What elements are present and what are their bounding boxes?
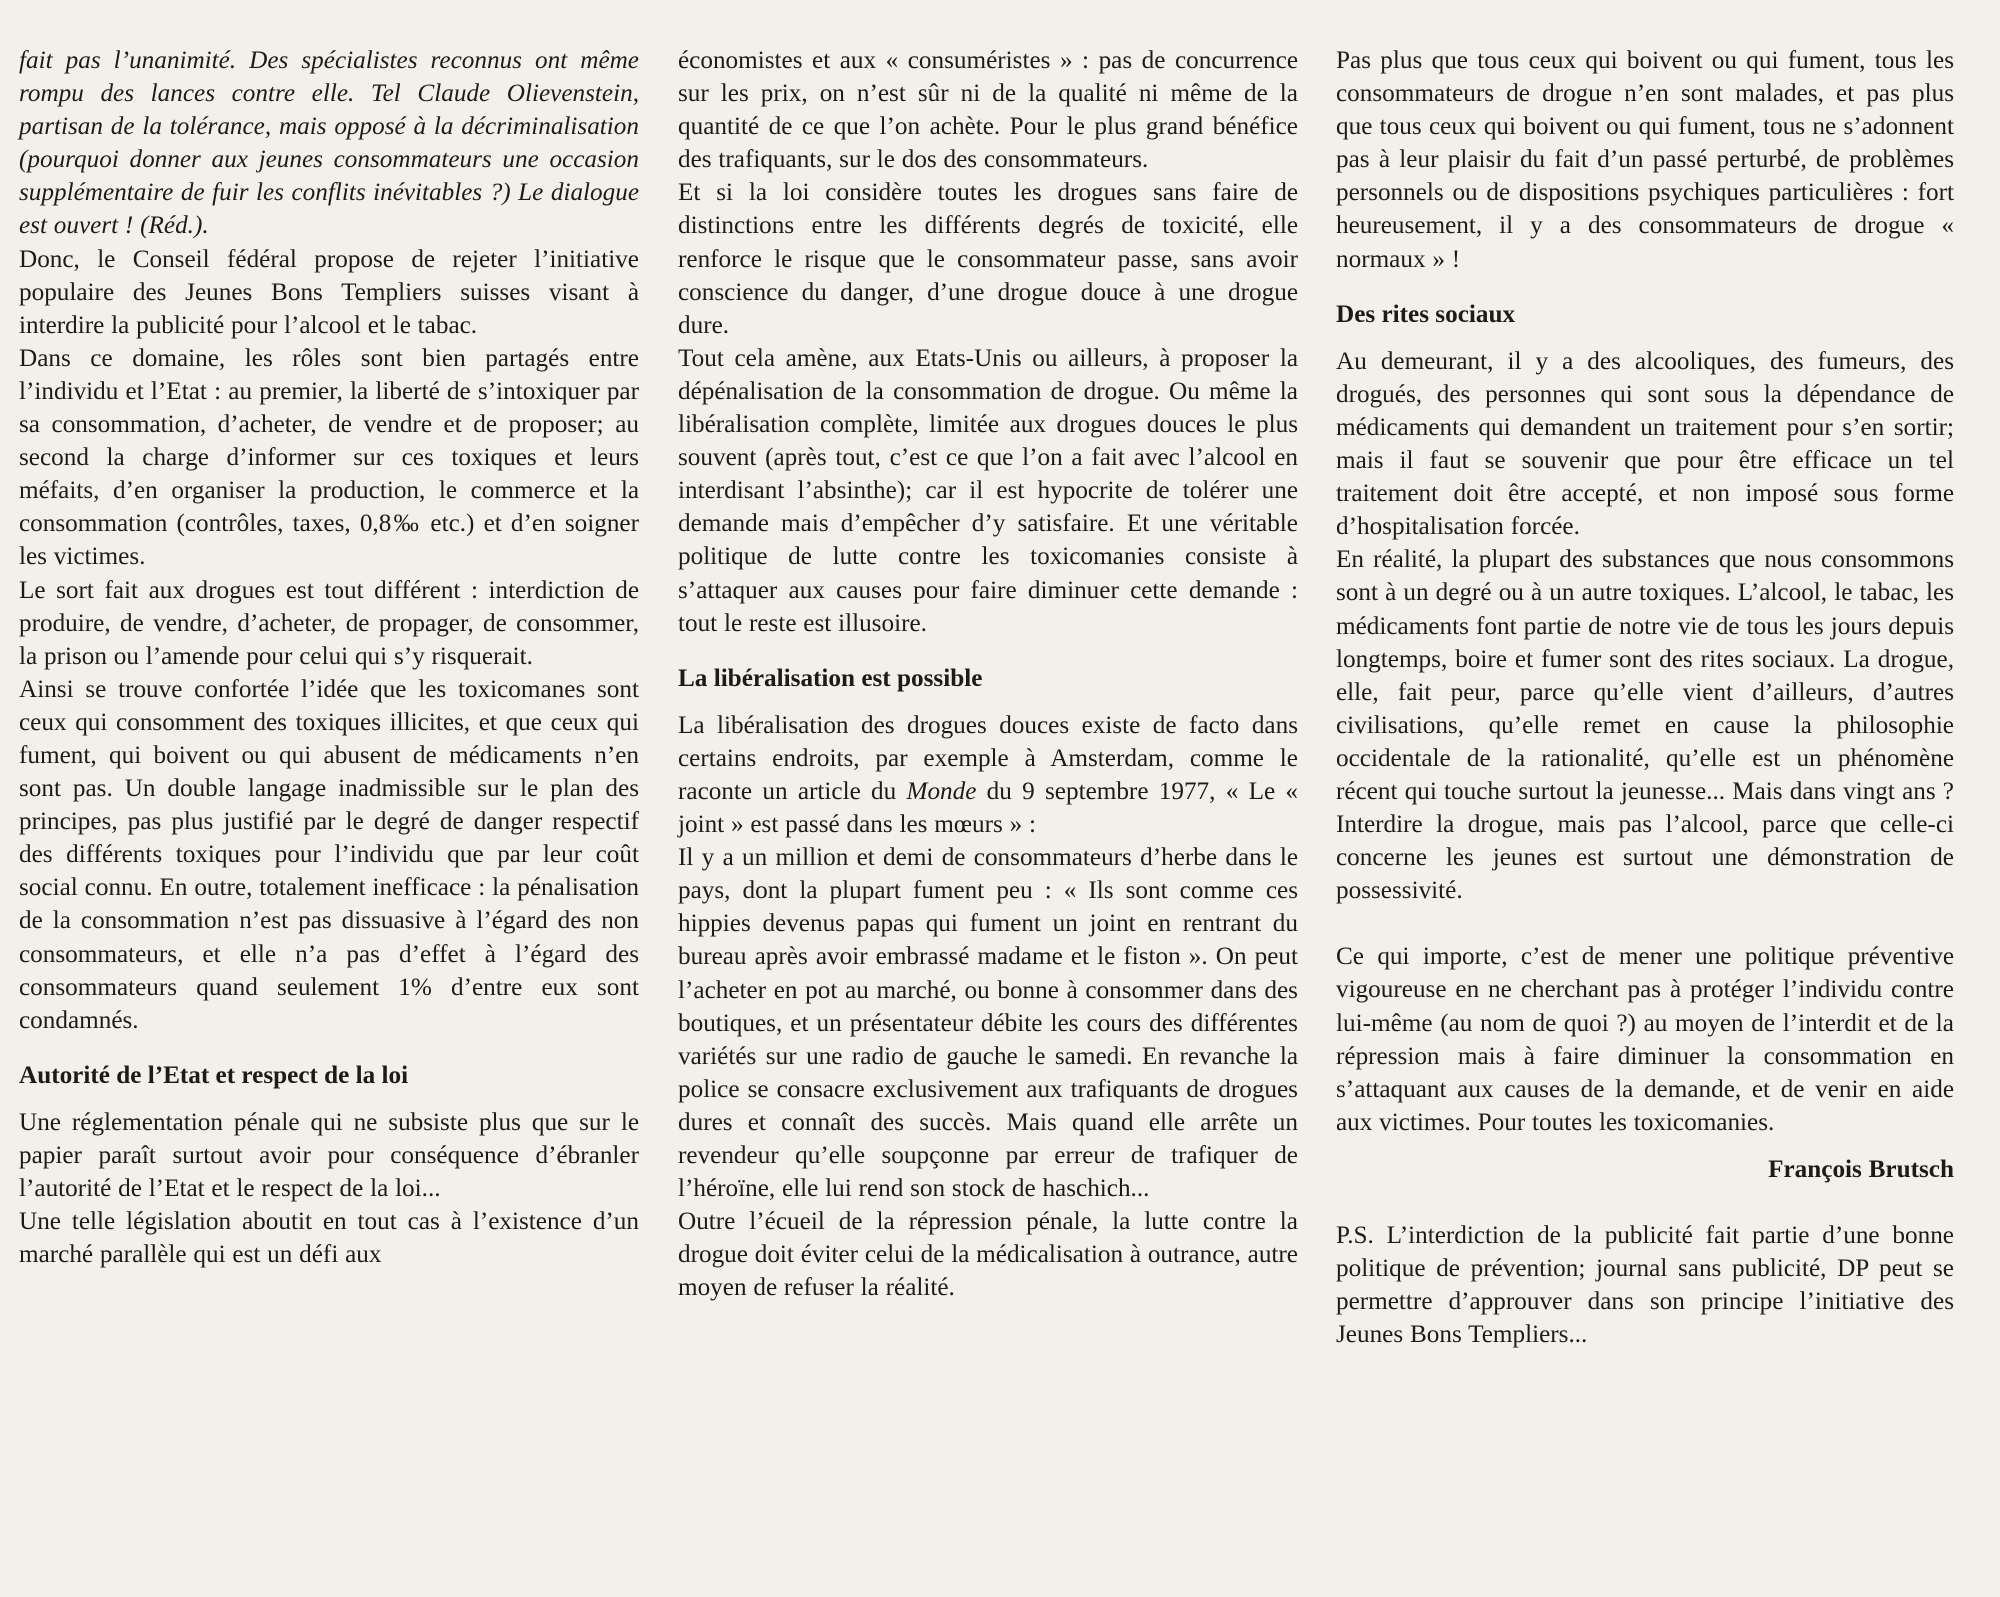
body-paragraph: Le sort fait aux drogues est tout différent : interdiction de produire, de vendre, d’acheter, de propager, de consommer, la prison ou l’amende pour celui qui s’y risquerait. [19,576,639,670]
body-paragraph: Tout cela amène, aux Etats-Unis ou ailleurs, à proposer la dépénalisation de la consommation de drogue. Ou même la libéralisation complète, limitée aux drogues douces le plus souvent (après tout, c’est ce que l’on a fait avec l’alcool en interdisant l’absinthe); car il est hypocrite de tolérer une demande mais d’empêcher d’y satisfaire. Et une véritable politique de lutte contre les toxicomanies consiste à s’attaquer aux causes pour faire diminuer cette demande : tout le reste est illusoire. [678,344,1298,637]
body-paragraph: Et si la loi considère toutes les drogues sans faire de distinctions entre les différents degrés de toxicité, elle renforce le risque que le consommateur passe, sans avoir conscience du danger, d’une drogue douce à une drogue dure. [678,179,1298,339]
column-1 [19,44,639,1271]
body-paragraph: Une telle législation aboutit en tout cas à l’existence d’un marché parallèle qui est un défi aux [19,1208,639,1269]
body-paragraph: Donc, le Conseil fédéral propose de rejeter l’initiative populaire des Jeunes Bons Templiers suisses visant à interdire la publicité pour l’alcool et le tabac. [19,245,639,339]
paragraph-text: du 9 septembre 1977, « Le « joint » est passé dans les mœurs » : [678,777,1298,839]
body-paragraph: Dans ce domaine, les rôles sont bien partagés entre l’individu et l’Etat : au premier, la liberté de s’intoxiquer par sa consommation, d’acheter, de vendre et de proposer; au second la charge d’informer sur ces toxiques et leurs méfaits, d’en organiser la production, le commerce et la consommation (contrôles, taxes, 0,8‰ etc.) et d’en soigner les victimes. [19,344,639,571]
section-heading: Des rites sociaux [1336,300,1516,328]
column-2 [678,44,1298,1304]
body-paragraph: Ainsi se trouve confortée l’idée que les toxicomanes sont ceux qui consomment des toxiques illicites, et que ceux qui fument, qui boivent ou qui abusent de médicaments n’en sont pas. Un double langage inadmissible sur le plan des principes, pas plus justifié par le degré de danger respectif des différents toxiques pour l’individu que par leur coût social connu. En outre, totalement inefficace : la pénalisation de la consommation n’est pas dissuasive à l’égard des non consommateurs, et elle n’a pas d’effet à l’égard des consommateurs quand seulement 1% d’entre eux sont condamnés. [19,675,639,1034]
body-paragraph [678,709,1298,841]
section-heading: Autorité de l’Etat et respect de la loi [19,1061,409,1089]
editor-note-paragraph: fait pas l’unanimité. Des spécialistes reconnus ont même rompu des lances contre elle. Tel Claude Olievenstein, partisan de la tolérance, mais opposé à la décriminalisation (pourquoi donner aux jeunes consommateurs une occasion supplémentaire de fuir les conflits inévitables ?) Le dialogue est ouvert ! (Réd.). [19,47,639,240]
author-signature: François Brutsch [1768,1155,1954,1183]
body-paragraph: économistes et aux « consuméristes » : pas de concurrence sur les prix, on n’est sûr ni de la qualité ni même de la quantité de ce que l’on achète. Pour le plus grand bénéfice des trafiquants, sur le dos des consommateurs. [678,47,1298,174]
column-3 [1336,44,1954,1351]
body-paragraph: En réalité, la plupart des substances que nous consommons sont à un degré ou à un autre toxiques. L’alcool, le tabac, les médicaments font partie de notre vie de tous les jours depuis longtemps, boire et fumer sont des rites sociaux. La drogue, elle, fait peur, parce qu’elle vient d’ailleurs, d’autres civilisations, qu’elle remet en cause la philosophie occidentale de la rationalité, qu’elle est un phénomène récent qui touche surtout la jeunesse... Mais dans vingt ans ? Interdire la drogue, mais pas l’alcool, parce que celle-ci concerne les jeunes est surtout une démonstration de possessivité. [1336,546,1954,905]
postscript: P.S. L’interdiction de la publicité fait partie d’une bonne politique de prévention; journal sans publicité, DP peut se permettre d’approuver dans son principe l’initiative des Jeunes Bons Templiers... [1336,1222,1954,1349]
body-paragraph: Une réglementation pénale qui ne subsiste plus que sur le papier paraît surtout avoir pour conséquence d’ébranler l’autorité de l’Etat et le respect de la loi... [19,1108,639,1203]
newspaper-title: Monde [906,777,977,805]
body-paragraph: Outre l’écueil de la répression pénale, la lutte contre la drogue doit éviter celui de la médicalisation à outrance, autre moyen de refuser la réalité. [678,1208,1298,1302]
section-heading: La libéralisation est possible [678,664,983,692]
body-paragraph: Pas plus que tous ceux qui boivent ou qui fument, tous les consommateurs de drogue n’en sont malades, et pas plus que tous ceux qui boivent ou qui fument, tous ne s’adonnent pas à leur plaisir du fait d’un passé perturbé, de problèmes personnels ou de dispositions psychiques particulières : fort heureusement, il y a des consommateurs de drogue « normaux » ! [1336,47,1954,273]
body-paragraph: Au demeurant, il y a des alcooliques, des fumeurs, des drogués, des personnes qui sont sous la dépendance de médicaments qui demandent un traitement pour s’en sortir; mais il faut se souvenir que pour être efficace un tel traitement doit être accepté, et non imposé sous forme d’hospitalisation forcée. [1336,347,1954,541]
quoted-paragraph: Il y a un million et demi de consommateurs d’herbe dans le pays, dont la plupart fument peu : « Ils sont comme ces hippies devenus papas qui fument un joint en rentrant du bureau après avoir embrassé madame et le fiston ». On peut l’acheter en pot au marché, ou bonne à consommer dans des boutiques, et un présentateur débite les cours des différentes variétés sur une radio de gauche le samedi. En revanche la police se consacre exclusivement aux trafiquants de drogues dures et connaît des succès. Mais quand elle arrête un revendeur qu’elle soupçonne par erreur de trafiquer de l’héroïne, elle lui rend son stock de haschich... [678,844,1298,1203]
body-paragraph: Ce qui importe, c’est de mener une politique préventive vigoureuse en ne cherchant pas à protéger l’individu contre lui-même (au nom de quoi ?) au moyen de l’interdit et de la répression mais à faire diminuer la consommation en s’attaquant aux causes de la demande, et de venir en aide aux victimes. Pour toutes les toxicomanies. [1336,943,1954,1136]
paragraph-text: La libéralisation des drogues douces existe de facto dans certains endroits, par exemple à Amsterdam, comme le raconte un article du [678,711,1298,805]
